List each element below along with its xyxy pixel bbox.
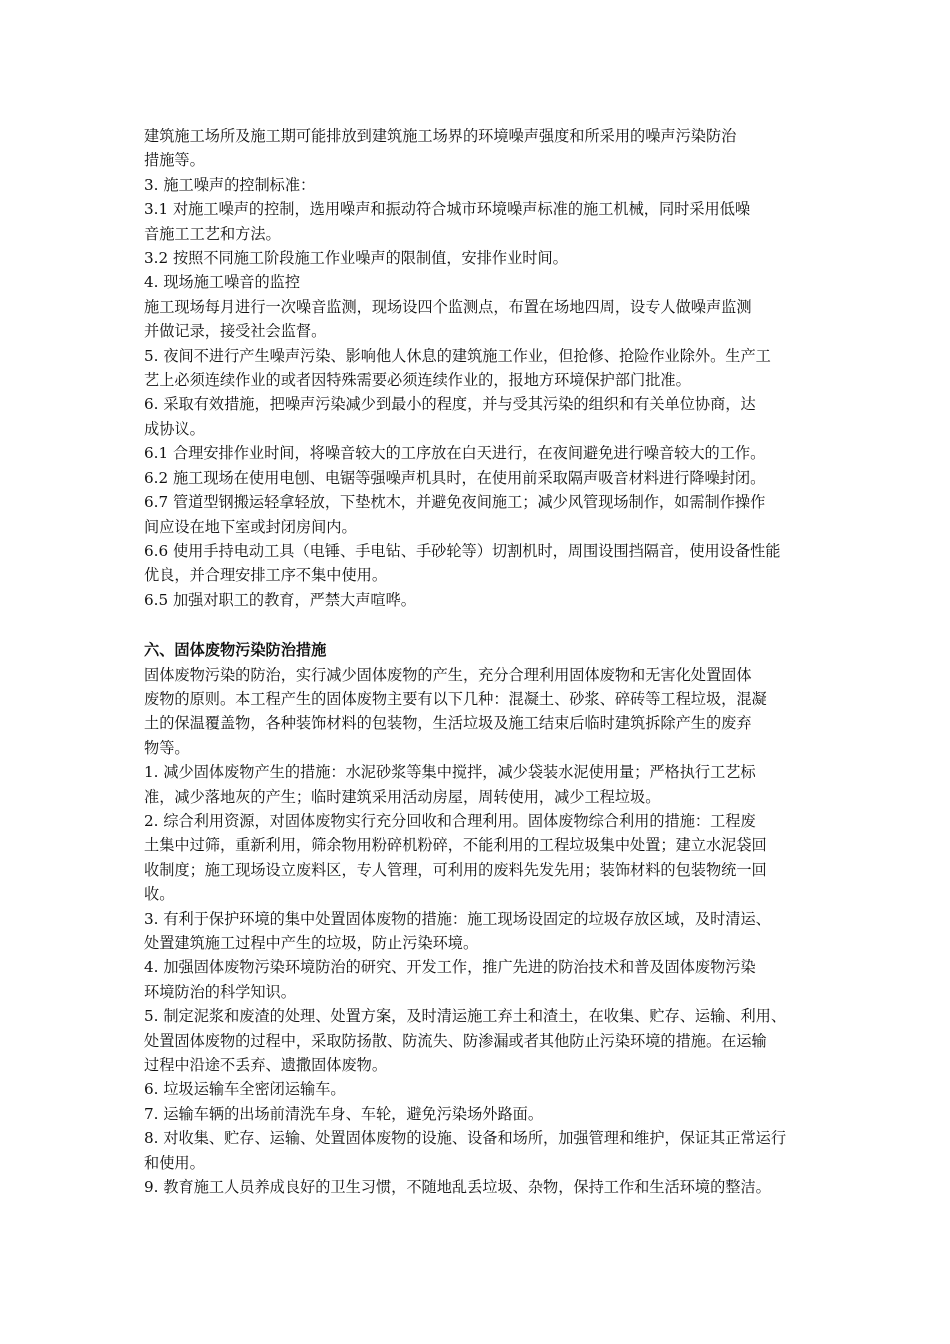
text-line: 9. 教育施工人员养成良好的卫生习惯，不随地乱丢垃圾、杂物，保持工作和生活环境的整洁。: [144, 1178, 771, 1197]
document-page: [144, 124, 814, 1199]
text-line: 7. 运输车辆的出场前清洗车身、车轮，避免污染场外路面。: [144, 1104, 544, 1123]
text-line: 6. 采取有效措施，把噪声污染减少到最小的程度，并与受其污染的组织和有关单位协商，达: [144, 395, 756, 414]
text-line: 废物的原则。本工程产生的固体废物主要有以下几种：混凝土、砂浆、碎砖等工程垃圾，混凝: [144, 689, 767, 708]
text-line: 处置固体废物的过程中，采取防扬散、防流失、防渗漏或者其他防止污染环境的措施。在运输: [144, 1031, 767, 1050]
solid-waste-section: [144, 663, 814, 1200]
text-line: 收制度；施工现场设立废料区，专人管理，可利用的废料先发先用；装饰材料的包装物统一回: [144, 860, 767, 879]
text-line: 收。: [144, 885, 175, 904]
text-line: 6.7 管道型钢搬运轻拿轻放，下垫枕木，并避免夜间施工；减少风管现场制作，如需制作操作: [144, 493, 766, 512]
text-line: 并做记录，接受社会监督。: [144, 322, 327, 341]
text-line: 2. 综合利用资源，对固体废物实行充分回收和合理利用。固体废物综合利用的措施：工程废: [144, 811, 756, 830]
text-line: 6.5 加强对职工的教育，严禁大声喧哗。: [144, 590, 416, 609]
text-line: 建筑施工场所及施工期可能排放到建筑施工场界的环境噪声强度和所采用的噪声污染防治: [144, 127, 737, 145]
text-line: 措施等。: [144, 151, 205, 170]
text-line: 6.2 施工现场在使用电刨、电锯等强噪声机具时，在使用前采取隔声吸音材料进行降噪封闭。: [144, 468, 766, 487]
text-line: 环境防治的科学知识。: [144, 982, 296, 1001]
text-line: 3.1 对施工噪声的控制，选用噪声和振动符合城市环境噪声标准的施工机械，同时采用低噪: [144, 200, 751, 219]
text-line: 3.2 按照不同施工阶段施工作业噪声的限制值，安排作业时间。: [144, 249, 568, 268]
section-heading: 六、固体废物污染防治措施: [144, 641, 327, 660]
text-line: 5. 夜间不进行产生噪声污染、影响他人休息的建筑施工作业，但抢修、抢险作业除外。生产工: [144, 346, 771, 365]
text-line: 和使用。: [144, 1153, 205, 1172]
text-line: 优良，并合理安排工序不集中使用。: [144, 566, 387, 585]
noise-control-section: [144, 124, 814, 612]
text-line: 6.6 使用手持电动工具（电锤、手电钻、手砂轮等）切割机时，周围设围挡隔音，使用设备性能: [144, 541, 781, 560]
text-line: 1. 减少固体废物产生的措施：水泥砂浆等集中搅拌，减少袋装水泥使用量；严格执行工艺标: [144, 763, 756, 782]
text-line: 施工现场每月进行一次噪音监测，现场设四个监测点，布置在场地四周，设专人做噪声监测: [144, 297, 752, 316]
text-line: 4. 现场施工噪音的监控: [144, 273, 301, 292]
text-line: 8. 对收集、贮存、运输、处置固体废物的设施、设备和场所，加强管理和维护，保证其正常运行: [144, 1129, 787, 1148]
section-spacer: [144, 612, 814, 638]
text-line: 土的保温覆盖物，各种装饰材料的包装物，生活垃圾及施工结束后临时建筑拆除产生的废弃: [144, 714, 752, 733]
text-line: 艺上必须连续作业的或者因特殊需要必须连续作业的，报地方环境保护部门批准。: [144, 371, 691, 390]
text-line: 处置建筑施工过程中产生的垃圾，防止污染环境。: [144, 934, 479, 952]
text-line: 土集中过筛，重新利用，筛余物用粉碎机粉碎，不能利用的工程垃圾集中处置；建立水泥袋回: [144, 836, 767, 855]
text-line: 成协议。: [144, 419, 205, 438]
text-line: 4. 加强固体废物污染环境防治的研究、开发工作，推广先进的防治技术和普及固体废物污染: [144, 958, 756, 977]
text-line: 3. 施工噪声的控制标准：: [144, 175, 316, 194]
text-line: 5. 制定泥浆和废渣的处理、处置方案，及时清运施工弃土和渣土，在收集、贮存、运输、利用、: [144, 1007, 787, 1026]
text-line: 音施工工艺和方法。: [144, 224, 281, 243]
text-line: 固体废物污染的防治，实行减少固体废物的产生，充分合理利用固体废物和无害化处置固体: [144, 665, 752, 684]
text-line: 准，减少落地灰的产生；临时建筑采用活动房屋，周转使用，减少工程垃圾。: [144, 787, 661, 806]
text-line: 6.1 合理安排作业时间，将噪音较大的工序放在白天进行，在夜间避免进行噪音较大的工作。: [144, 444, 766, 463]
text-line: 过程中沿途不丢弃、遗撒固体废物。: [144, 1056, 387, 1075]
text-line: 物等。: [144, 738, 190, 757]
text-line: 间应设在地下室或封闭房间内。: [144, 517, 357, 536]
text-line: 6. 垃圾运输车全密闭运输车。: [144, 1080, 346, 1099]
text-line: 3. 有利于保护环境的集中处置固体废物的措施：施工现场设固定的垃圾存放区域，及时清运、: [144, 909, 771, 928]
